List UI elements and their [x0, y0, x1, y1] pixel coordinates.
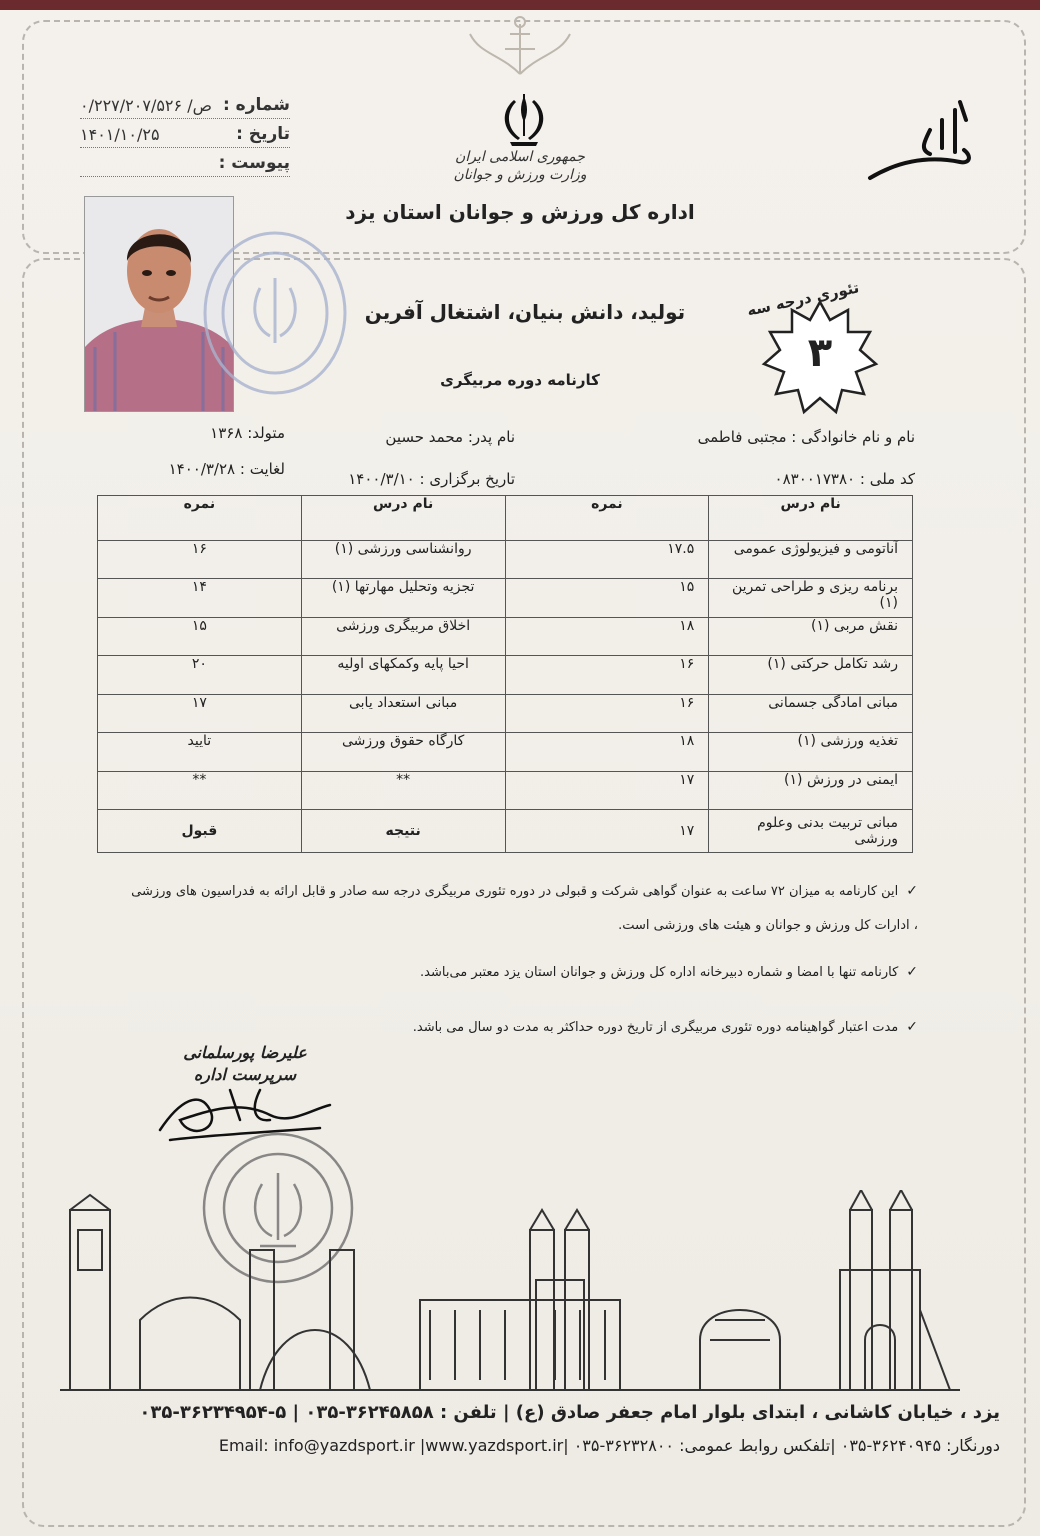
name-field	[698, 428, 915, 446]
reference-attachment-label: پیوست :	[218, 153, 290, 173]
grade-cell: ۱۵	[505, 579, 709, 617]
grades-header-row	[98, 496, 913, 541]
father-value: محمد حسین	[385, 428, 464, 446]
gov-line-1: جمهوری اسلامی ایران	[455, 149, 585, 165]
held-date-field	[348, 470, 515, 488]
checkmark-icon: ✓	[906, 1019, 918, 1035]
course-cell: برنامه ریزی و طراحی تمرین (۱)	[709, 579, 913, 617]
ornament-icon	[440, 14, 600, 84]
note-2-text: کارنامه تنها با امضا و شماره دبیرخانه اداره کل ورزش و جوانان استان یزد معتبر می‌باشد.	[420, 965, 899, 980]
note-1	[130, 874, 918, 943]
course-cell: روانشناسی ورزشی (۱)	[301, 541, 505, 579]
result-value: قبول	[98, 810, 302, 853]
grade-cell: ۱۸	[505, 617, 709, 655]
grade-cell: ۱۴	[98, 579, 302, 617]
reference-number-row	[80, 92, 290, 119]
course-cell: ایمنی در ورزش (۱)	[709, 771, 913, 809]
father-label: نام پدر:	[467, 428, 515, 446]
checkmark-icon: ✓	[906, 964, 918, 980]
note-2	[130, 955, 918, 990]
course-cell: رشد تکامل حرکتی (۱)	[709, 656, 913, 694]
table-row	[98, 694, 913, 732]
reference-attachment-row	[80, 150, 290, 177]
iran-emblem-icon	[498, 92, 550, 150]
grade-cell: ۱۷	[505, 771, 709, 809]
office-title: اداره کل ورزش و جوانان استان یزد	[345, 200, 695, 224]
grades-table	[97, 495, 913, 853]
calligraphy-heading	[860, 90, 980, 190]
grade-cell: ۱۶	[98, 541, 302, 579]
grade-cell: ۱۶	[505, 656, 709, 694]
header-grade-1: نمره	[505, 496, 709, 541]
course-cell: مبانی امادگی جسمانی	[709, 694, 913, 732]
badge-label: تئوری درجه سه	[745, 278, 861, 320]
name-label: نام و نام خانوادگی :	[791, 428, 915, 446]
slogan: تولید، دانش بنیان، اشتغال آفرین	[364, 300, 686, 324]
grade-cell: ۱۵	[98, 617, 302, 655]
course-cell: نقش مربی (۱)	[709, 617, 913, 655]
grade-cell: تایید	[98, 733, 302, 771]
reference-number-label: شماره :	[222, 95, 290, 115]
grade-cell: ۲۰	[98, 656, 302, 694]
course-cell: اخلاق مربیگری ورزشی	[301, 617, 505, 655]
note-1-text: این کارنامه به میزان ۷۲ ساعت به عنوان گواهی شرکت و قبولی در دوره تئوری مربیگری درجه سه صادر و قابل ارائه به فدراسیون های ورزشی ، ادارات کل ورزش و جوانان و هیئت های ورزشی است.	[131, 884, 918, 933]
held-date-value: ۱۴۰۰/۳/۱۰	[348, 470, 415, 488]
checkmark-icon: ✓	[906, 883, 918, 899]
father-field	[385, 428, 515, 446]
reference-date-value: ۱۴۰۱/۱۰/۲۵	[80, 124, 160, 144]
reference-number-value: ۰/۲۲۷/۲۰۷/۵۲۶ /ص	[80, 95, 212, 115]
grade-cell: ۱۷	[505, 810, 709, 853]
grade-cell: ۱۷	[98, 694, 302, 732]
course-cell: احیا پایه وکمکهای اولیه	[301, 656, 505, 694]
table-row	[98, 541, 913, 579]
header-course-2: نام درس	[301, 496, 505, 541]
footer-contact: دورنگار: ۳۶۲۴۰۹۴۵-۰۳۵ |تلفکس روابط عمومی: ۳۶۲۳۲۸۰۰-۰۳۵ |Email: info@yazdsport.ir |www.yazdsport.ir	[218, 1436, 1000, 1455]
until-label: لغایت :	[239, 460, 285, 478]
yazd-skyline-icon	[60, 1190, 960, 1400]
course-cell: مبانی تربیت بدنی وعلوم ورزشی	[709, 810, 913, 853]
national-id-label: کد ملی :	[859, 470, 915, 488]
header-grade-2: نمره	[98, 496, 302, 541]
reference-date-row	[80, 121, 290, 148]
name-value: مجتبی فاطمی	[697, 428, 787, 446]
course-cell: **	[301, 771, 505, 809]
birth-label: متولد:	[247, 424, 285, 442]
result-label: نتیجه	[301, 810, 505, 853]
course-cell: مبانی استعداد یابی	[301, 694, 505, 732]
note-3-text: مدت اعتبار گواهینامه دوره تئوری مربیگری از تاریخ دوره حداکثر به مدت دو سال می باشد.	[412, 1020, 899, 1035]
course-cell: آناتومی و فیزیولوژی عمومی	[709, 541, 913, 579]
top-edge	[0, 0, 1040, 10]
calligraphy-icon	[860, 90, 980, 190]
national-id-value: ۰۸۳۰۰۱۷۳۸۰	[774, 470, 856, 488]
signatory-name: علیرضا پورسلمانی	[183, 1043, 307, 1062]
grade-cell: ۱۶	[505, 694, 709, 732]
until-value: ۱۴۰۰/۳/۲۸	[168, 460, 236, 478]
until-field	[169, 460, 285, 478]
course-cell: کارگاه حقوق ورزشی	[301, 733, 505, 771]
government-text	[440, 148, 600, 184]
table-row	[98, 771, 913, 809]
header-course-1: نام درس	[709, 496, 913, 541]
table-row	[98, 617, 913, 655]
birth-field	[210, 424, 285, 442]
grade-cell: ۱۷.۵	[505, 541, 709, 579]
course-cell: تغذیه ورزشی (۱)	[709, 733, 913, 771]
table-row	[98, 656, 913, 694]
table-row	[98, 579, 913, 617]
national-id-field	[775, 470, 915, 488]
birth-value: ۱۳۶۸	[210, 424, 243, 442]
badge-number: ۳	[807, 330, 833, 376]
reference-date-label: تاریخ :	[236, 124, 290, 144]
grade-cell: ۱۸	[505, 733, 709, 771]
reference-block	[80, 92, 290, 179]
gov-line-2: وزارت ورزش و جوانان	[453, 167, 587, 183]
held-date-label: تاریخ برگزاری :	[419, 470, 515, 488]
note-3	[130, 1010, 918, 1045]
course-cell: تجزیه وتحلیل مهارتها (۱)	[301, 579, 505, 617]
result-row	[98, 810, 913, 853]
signatory-title: سرپرست اداره	[193, 1065, 297, 1084]
table-row	[98, 733, 913, 771]
footer-address: یزد ، خیابان کاشانی ، ابتدای بلوار امام جعفر صادق (ع) | تلفن : ۳۶۲۴۵۸۵۸-۰۳۵ | ۵-۳۶۲۳۴۹۵۴-۰۳۵	[139, 1402, 1000, 1423]
card-title: کارنامه دوره مربیگری	[440, 371, 600, 389]
grade-cell: **	[98, 771, 302, 809]
calligraphy-text	[980, 90, 981, 91]
faint-stamp-icon	[200, 228, 350, 398]
